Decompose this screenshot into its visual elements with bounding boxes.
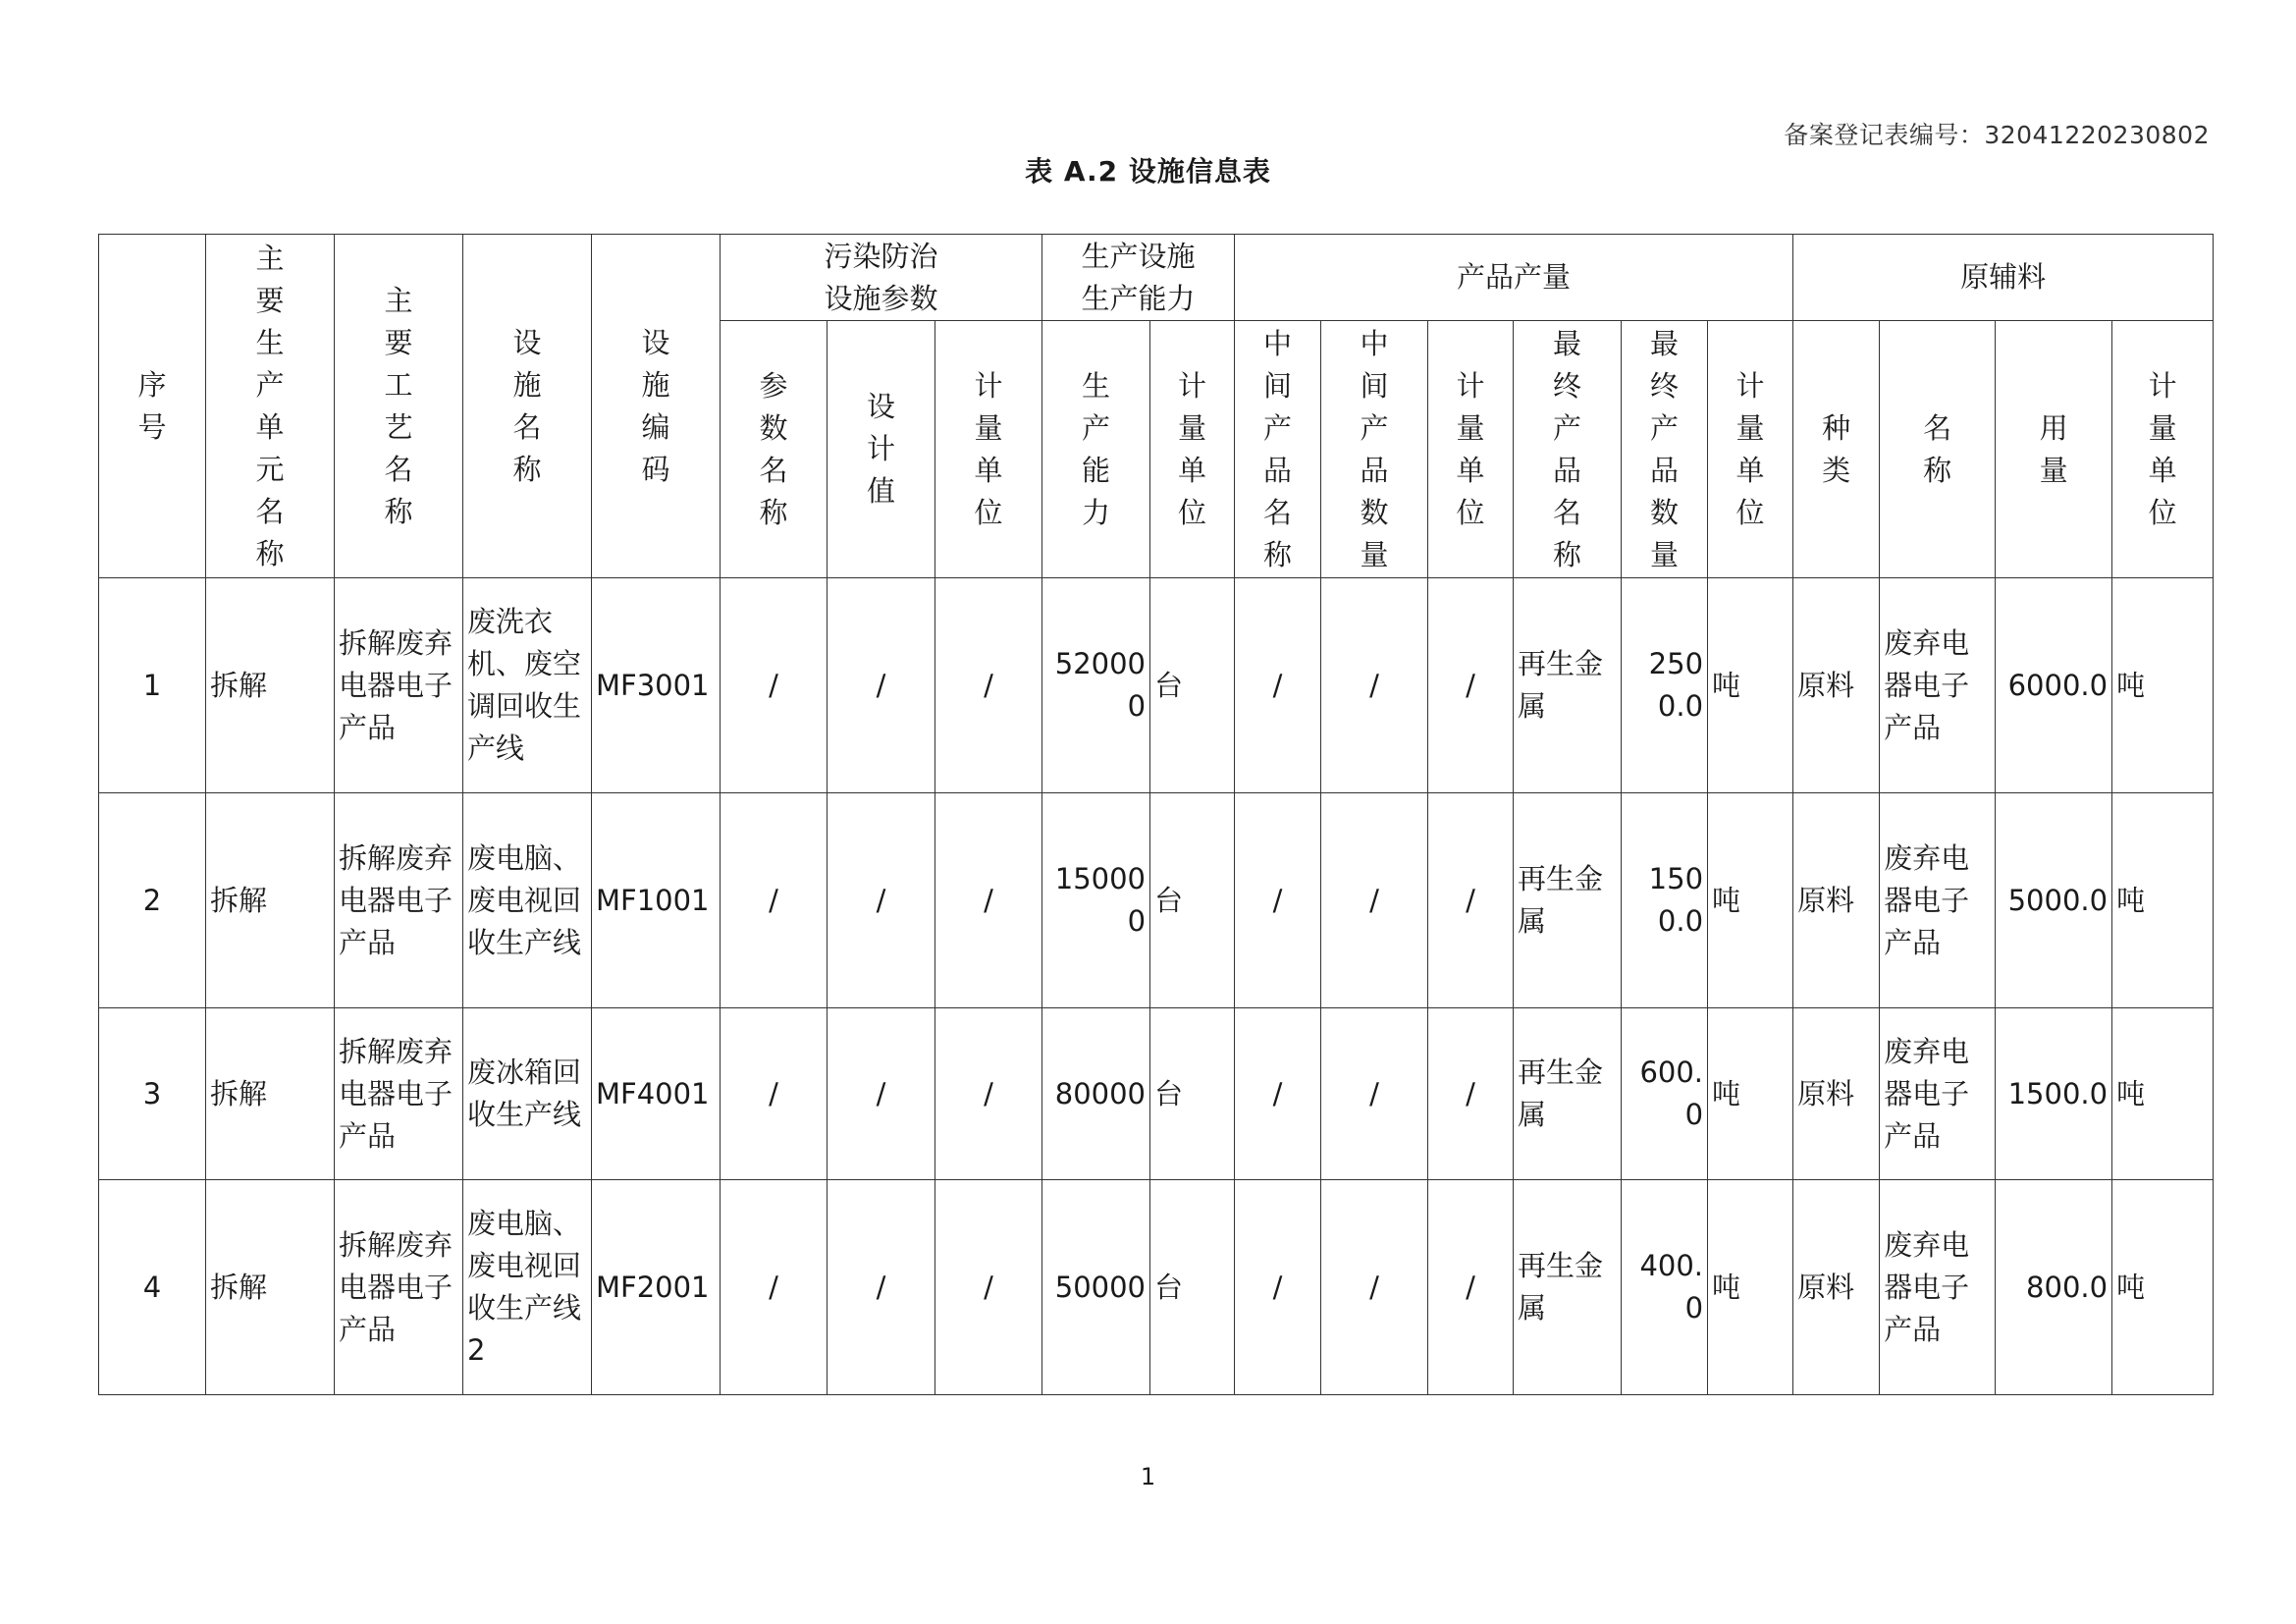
- cell-capacity: 80000: [1042, 1008, 1150, 1180]
- header-facility-code: 设施编码: [592, 235, 721, 578]
- cell-mid-name: /: [1235, 578, 1321, 793]
- cell-cap-unit: 台: [1150, 1008, 1235, 1180]
- cell-design: /: [828, 578, 935, 793]
- cell-mat-name: 废弃电器电子产品: [1880, 1180, 1996, 1395]
- cell-process: 拆解废弃电器电子产品: [335, 1180, 463, 1395]
- header-process-name: 主要工艺名称: [335, 235, 463, 578]
- cell-mid-qty: /: [1321, 578, 1428, 793]
- table-row: [99, 1180, 2214, 1395]
- table-row: [99, 1008, 2214, 1180]
- header-pollution-group: 污染防治设施参数: [721, 235, 1042, 321]
- cell-design: /: [828, 793, 935, 1008]
- cell-unit3: /: [1428, 793, 1514, 1008]
- cell-final-name: 再生金属: [1514, 1180, 1622, 1395]
- header-facility-name: 设施名称: [463, 235, 592, 578]
- header-final-product-qty: 最终产品数量: [1622, 321, 1708, 578]
- header-material-amount: 用量: [1996, 321, 2112, 578]
- cell-capacity: 150000: [1042, 793, 1150, 1008]
- cell-code: MF4001: [592, 1008, 721, 1180]
- header-row-1: [99, 235, 2214, 321]
- facility-info-table: [98, 234, 2214, 1395]
- cell-final-unit: 吨: [1708, 1008, 1793, 1180]
- cell-seq: 4: [99, 1180, 206, 1395]
- cell-final-qty: 600.0: [1622, 1008, 1708, 1180]
- cell-final-name: 再生金属: [1514, 578, 1622, 793]
- cell-param: /: [721, 793, 828, 1008]
- header-design-value: 设计值: [828, 321, 935, 578]
- header-capacity-group: 生产设施生产能力: [1042, 235, 1235, 321]
- cell-mat-amount: 5000.0: [1996, 793, 2112, 1008]
- cell-unit1: /: [935, 1180, 1042, 1395]
- header-output-group: 产品产量: [1235, 235, 1793, 321]
- cell-cap-unit: 台: [1150, 1180, 1235, 1395]
- cell-param: /: [721, 1008, 828, 1180]
- header-measure-unit-1: 计量单位: [935, 321, 1042, 578]
- header-final-product-name: 最终产品名称: [1514, 321, 1622, 578]
- cell-mat-unit: 吨: [2112, 1008, 2214, 1180]
- cell-code: MF3001: [592, 578, 721, 793]
- cell-mat-unit: 吨: [2112, 793, 2214, 1008]
- cell-capacity: 50000: [1042, 1180, 1150, 1395]
- cell-unit1: /: [935, 1008, 1042, 1180]
- cell-mat-unit: 吨: [2112, 578, 2214, 793]
- cell-mat-type: 原料: [1793, 1180, 1880, 1395]
- cell-unit: 拆解: [206, 793, 335, 1008]
- cell-final-unit: 吨: [1708, 1180, 1793, 1395]
- cell-unit: 拆解: [206, 1008, 335, 1180]
- cell-mat-type: 原料: [1793, 793, 1880, 1008]
- cell-seq: 2: [99, 793, 206, 1008]
- table-body: [99, 578, 2214, 1395]
- cell-unit: 拆解: [206, 578, 335, 793]
- cell-final-qty: 1500.0: [1622, 793, 1708, 1008]
- cell-capacity: 520000: [1042, 578, 1150, 793]
- header-material-group: 原辅料: [1793, 235, 2214, 321]
- cell-mid-name: /: [1235, 793, 1321, 1008]
- cell-mat-name: 废弃电器电子产品: [1880, 793, 1996, 1008]
- cell-mat-type: 原料: [1793, 578, 1880, 793]
- cell-cap-unit: 台: [1150, 578, 1235, 793]
- cell-unit1: /: [935, 578, 1042, 793]
- header-measure-unit-4: 计量单位: [1708, 321, 1793, 578]
- cell-unit3: /: [1428, 1008, 1514, 1180]
- cell-facility: 废冰箱回收生产线: [463, 1008, 592, 1180]
- table-row: [99, 578, 2214, 793]
- cell-final-qty: 400.0: [1622, 1180, 1708, 1395]
- cell-design: /: [828, 1180, 935, 1395]
- cell-final-unit: 吨: [1708, 578, 1793, 793]
- cell-mat-amount: 1500.0: [1996, 1008, 2112, 1180]
- cell-process: 拆解废弃电器电子产品: [335, 793, 463, 1008]
- cell-mid-name: /: [1235, 1008, 1321, 1180]
- cell-mid-qty: /: [1321, 1180, 1428, 1395]
- cell-final-name: 再生金属: [1514, 1008, 1622, 1180]
- cell-code: MF1001: [592, 793, 721, 1008]
- cell-mid-name: /: [1235, 1180, 1321, 1395]
- cell-design: /: [828, 1008, 935, 1180]
- cell-mat-name: 废弃电器电子产品: [1880, 1008, 1996, 1180]
- cell-mat-type: 原料: [1793, 1008, 1880, 1180]
- cell-unit3: /: [1428, 1180, 1514, 1395]
- header-param-name: 参数名称: [721, 321, 828, 578]
- cell-mid-qty: /: [1321, 793, 1428, 1008]
- cell-facility: 废电脑、废电视回收生产线: [463, 793, 592, 1008]
- table-row: [99, 793, 2214, 1008]
- header-mid-product-name: 中间产品名称: [1235, 321, 1321, 578]
- cell-final-name: 再生金属: [1514, 793, 1622, 1008]
- cell-final-qty: 2500.0: [1622, 578, 1708, 793]
- cell-unit1: /: [935, 793, 1042, 1008]
- header-material-type: 种类: [1793, 321, 1880, 578]
- cell-code: MF2001: [592, 1180, 721, 1395]
- cell-process: 拆解废弃电器电子产品: [335, 578, 463, 793]
- table-title: 表 A.2 设施信息表: [1025, 155, 1271, 188]
- header-seq: 序号: [99, 235, 206, 578]
- header-unit-name: 主要生产单元名称: [206, 235, 335, 578]
- cell-param: /: [721, 1180, 828, 1395]
- cell-mid-qty: /: [1321, 1008, 1428, 1180]
- registration-number: 备案登记表编号：32041220230802: [1784, 121, 2210, 149]
- page-number: 1: [1140, 1463, 1156, 1490]
- cell-seq: 3: [99, 1008, 206, 1180]
- header-measure-unit-2: 计量单位: [1150, 321, 1235, 578]
- cell-mat-amount: 6000.0: [1996, 578, 2112, 793]
- cell-unit: 拆解: [206, 1180, 335, 1395]
- header-measure-unit-3: 计量单位: [1428, 321, 1514, 578]
- cell-facility: 废电脑、废电视回收生产线 2: [463, 1180, 592, 1395]
- cell-final-unit: 吨: [1708, 793, 1793, 1008]
- cell-seq: 1: [99, 578, 206, 793]
- cell-cap-unit: 台: [1150, 793, 1235, 1008]
- cell-mat-name: 废弃电器电子产品: [1880, 578, 1996, 793]
- header-capacity: 生产能力: [1042, 321, 1150, 578]
- header-mid-product-qty: 中间产品数量: [1321, 321, 1428, 578]
- cell-param: /: [721, 578, 828, 793]
- cell-process: 拆解废弃电器电子产品: [335, 1008, 463, 1180]
- header-material-name: 名称: [1880, 321, 1996, 578]
- cell-unit3: /: [1428, 578, 1514, 793]
- cell-facility: 废洗衣机、废空调回收生产线: [463, 578, 592, 793]
- cell-mat-unit: 吨: [2112, 1180, 2214, 1395]
- header-measure-unit-5: 计量单位: [2112, 321, 2214, 578]
- cell-mat-amount: 800.0: [1996, 1180, 2112, 1395]
